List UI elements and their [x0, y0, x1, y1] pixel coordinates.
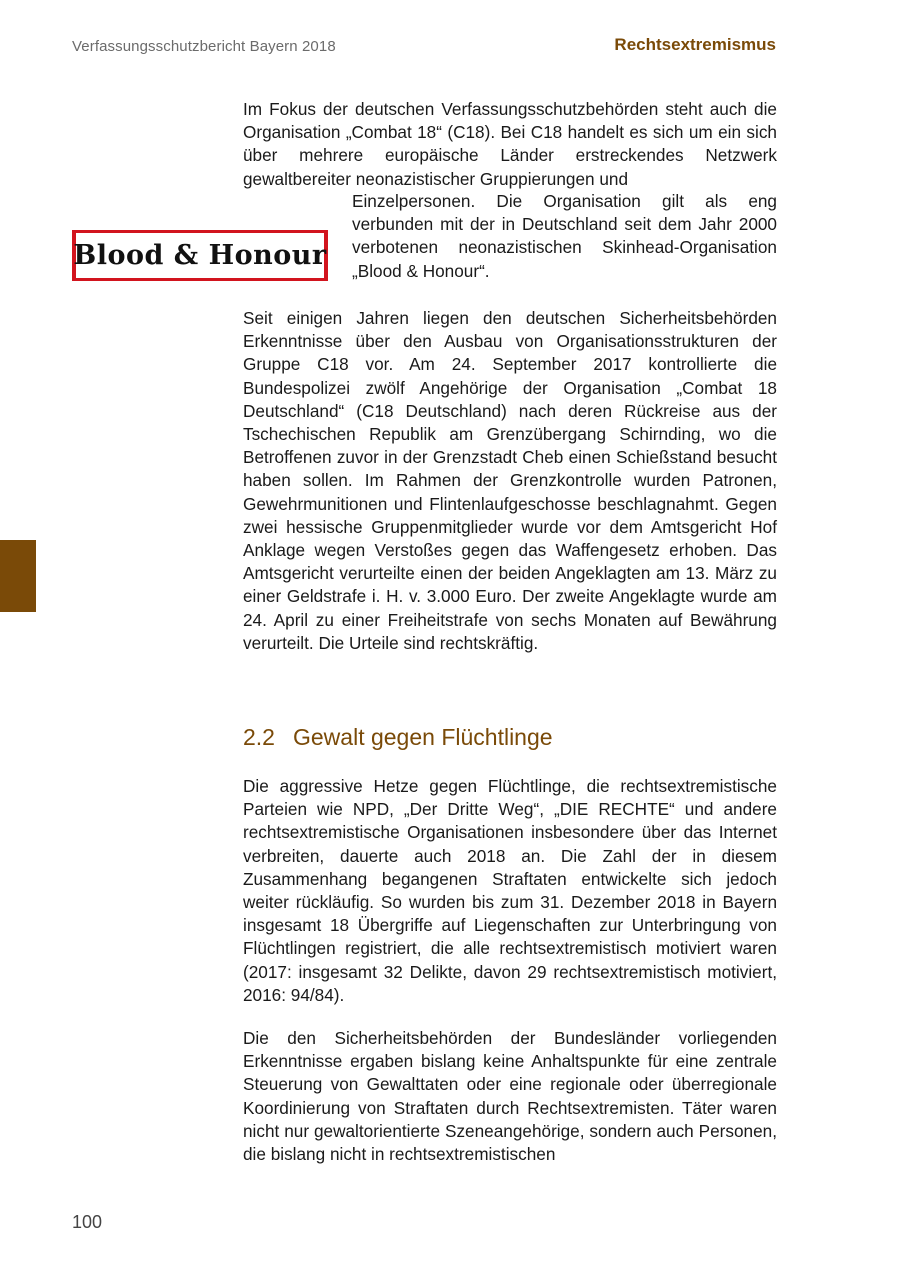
paragraph-text: Im Fokus der deutschen Verfassungsschutzbehörden steht auch die Organisation „Combat 18“ (C18). Bei C18 handelt es sich um ein sich über mehrere europäische Länder erstreckendes Netzwerk gewaltbereiter neonazistischer Gruppierungen und	[243, 99, 777, 189]
section-title: Gewalt gegen Flüchtlinge	[293, 724, 553, 750]
paragraph-text: Einzelpersonen. Die Organisation gilt als eng verbunden mit der in Deutschland seit dem Jahr 2000 verbotenen neonazistischen Skinhead-Organisation „Blood & Honour“.	[352, 191, 777, 281]
running-header-section: Rechtsextremismus	[614, 35, 776, 54]
paragraph-combat18-intro	[243, 98, 777, 191]
section-heading	[243, 724, 777, 751]
paragraph-coordination	[243, 1027, 777, 1166]
paragraph-refugee-agitation	[243, 775, 777, 1007]
logo-lettering: Blood & Honour	[76, 233, 324, 278]
paragraph-c18-structures	[243, 307, 777, 655]
paragraph-text: Die aggressive Hetze gegen Flüchtlinge, die rechtsextremistische Parteien wie NPD, „Der Dritte Weg“, „DIE RECHTE“ und andere rechtsextremistische Organisationen insbesondere über das Internet verbreiten, dauerte auch 2018 an. Die Zahl der in diesem Zusammenhang begangenen Straftaten entwickelte sich jedoch weiter rückläufig. So wurden bis zum 31. Dezember 2018 in Bayern insgesamt 18 Übergriffe auf Liegenschaften zur Unterbringung von Flüchtlingen registriert, die alle rechtsextremistisch motiviert waren (2017: insgesamt 32 Delikte, davon 29 rechtsextremistisch motiviert, 2016: 94/84).	[243, 776, 777, 1005]
paragraph-text: Seit einigen Jahren liegen den deutschen Sicherheitsbehörden Erkenntnisse über den Ausbau von Organisationsstrukturen der Gruppe C18 vor. Am 24. September 2017 kontrollierte die Bundespolizei zwölf Angehörige der Organisation „Combat 18 Deutschland“ (C18 Deutschland) nach deren Rückreise aus der Tschechischen Republik am Grenzübergang Schirnding, wo die Betroffenen zuvor in der Grenzstadt Cheb einen Schießstand besucht haben sollen. Im Rahmen der Grenzkontrolle wurden Patronen, Gewehrmunitionen und Flintenlaufgeschosse beschlagnahmt. Gegen zwei hessische Gruppenmitglieder wurde vor dem Amtsgericht Hof Anklage wegen Verstoßes gegen das Waffengesetz erhoben. Das Amtsgericht verurteilte einen der beiden Angeklagten am 13. März zu einer Geldstrafe i. H. v. 3.000 Euro. Der zweite Angeklagte wurde am 24. April zu einer Freiheitstrafe von sechs Monaten auf Bewährung verurteilt. Die Urteile sind rechtskräftig.	[243, 308, 777, 653]
paragraph-combat18-intro-continued	[352, 190, 777, 283]
paragraph-text: Die den Sicherheitsbehörden der Bundesländer vorliegenden Erkenntnisse ergaben bislang keine Anhaltspunkte für eine zentrale Steuerung von Gewalttaten oder eine regionale oder überregionale Koordinierung von Straftaten durch Rechtsextremisten. Täter waren nicht nur gewaltorientierte Szeneangehörige, sondern auch Personen, die bislang nicht in rechtsextremistischen	[243, 1028, 777, 1165]
page-number: 100	[72, 1212, 103, 1232]
chapter-side-tab	[0, 540, 36, 612]
running-header-title: Verfassungsschutzbericht Bayern 2018	[72, 38, 336, 55]
section-number: 2.2	[243, 724, 275, 750]
blood-and-honour-logo-image	[72, 230, 328, 281]
